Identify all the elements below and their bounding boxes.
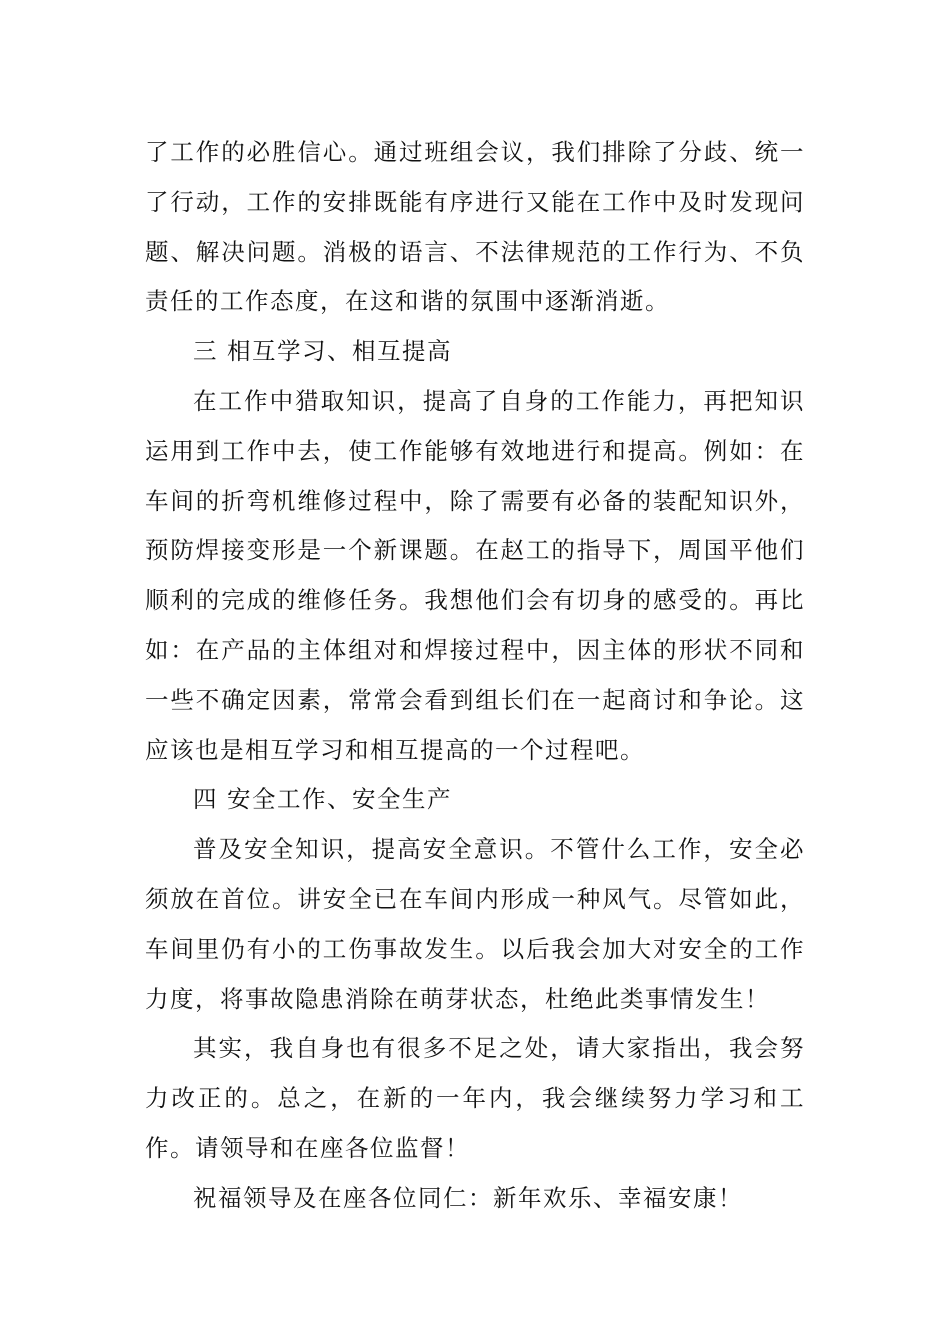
paragraph-self-reflection: 其实，我自身也有很多不足之处，请大家指出，我会努力改正的。总之，在新的一年内，我会继续努力学习和工作。请领导和在座各位监督！ [145, 1034, 805, 1162]
section-heading-four: 四 安全工作、安全生产 [193, 785, 452, 814]
section-heading-three: 三 相互学习、相互提高 [193, 337, 452, 366]
paragraph-mutual-learning: 在工作中猎取知识，提高了自身的工作能力，再把知识运用到工作中去，使工作能够有效地进行和提高。例如：在车间的折弯机维修过程中，除了需要有必备的装配知识外，预防焊接变形是一个新课题。在赵工的指导下，周国平他们顺利的完成的维修任务。我想他们会有切身的感受的。再比如：在产品的主体组对和焊接过程中，因主体的形状不同和一些不确定因素，常常会看到组长们在一起商讨和争论。这应该也是相互学习和相互提高的一个过程吧。 [145, 386, 805, 764]
document-page [145, 128, 805, 1224]
paragraph-intro-continuation: 了工作的必胜信心。通过班组会议，我们排除了分歧、统一了行动，工作的安排既能有序进行又能在工作中及时发现问题、解决问题。消极的语言、不法律规范的工作行为、不负责任的工作态度，在这和谐的氛围中逐渐消逝。 [145, 138, 805, 316]
paragraph-closing-wishes: 祝福领导及在座各位同仁：新年欢乐、幸福安康！ [193, 1183, 743, 1212]
paragraph-safety: 普及安全知识，提高安全意识。不管什么工作，安全必须放在首位。讲安全已在车间内形成一种风气。尽管如此，车间里仍有小的工伤事故发生。以后我会加大对安全的工作力度，将事故隐患消除在萌芽状态，杜绝此类事情发生！ [145, 835, 805, 1013]
